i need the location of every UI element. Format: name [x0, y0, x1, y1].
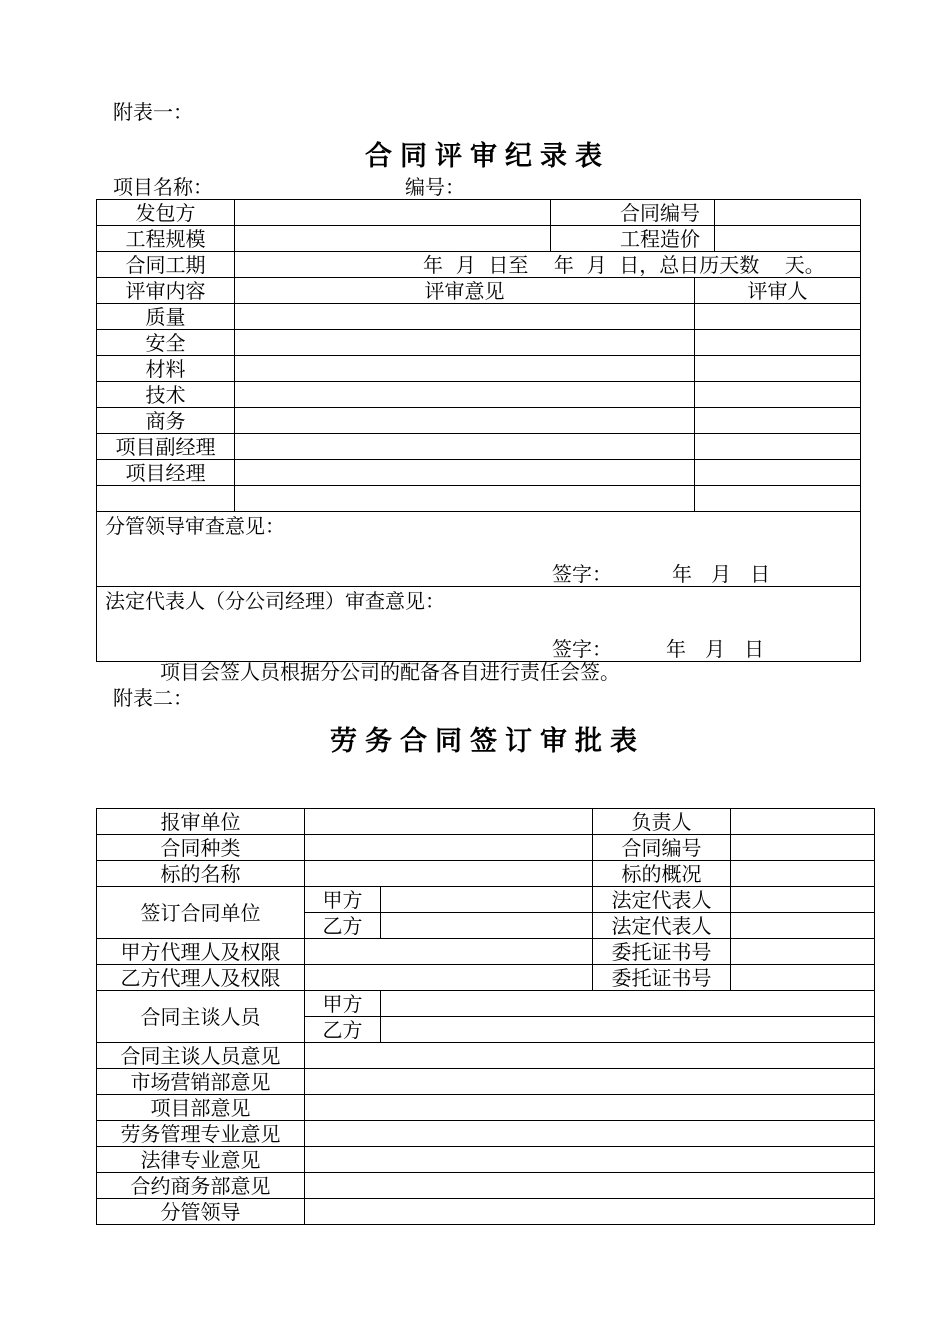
review-item: [97, 486, 235, 512]
review-item: 商务: [97, 408, 235, 434]
opinion-field[interactable]: [305, 1069, 875, 1095]
opinion-field[interactable]: [305, 1095, 875, 1121]
review-item: 项目经理: [97, 460, 235, 486]
agent-b-label: 乙方代理人及权限: [97, 965, 305, 991]
review-item: 技术: [97, 382, 235, 408]
employer-field[interactable]: [235, 200, 551, 226]
opinion-cell[interactable]: [235, 408, 695, 434]
principal-field[interactable]: [731, 809, 875, 835]
subject-overview-field[interactable]: [731, 861, 875, 887]
opinion-label: 市场营销部意见: [97, 1069, 305, 1095]
party-b-label: 乙方: [305, 913, 381, 939]
attachment-label-1: 附表一：: [113, 100, 193, 124]
reviewer-cell[interactable]: [695, 486, 861, 512]
labor-contract-table: [96, 808, 875, 1225]
form-title-2: 劳务合同签订审批表: [330, 726, 645, 757]
employer-label: 发包方: [97, 200, 235, 226]
date-label: 年 月 日: [666, 637, 765, 661]
period-field[interactable]: 年 月 日至 年 月 日，总日历天数 天。: [235, 252, 861, 278]
opinion-cell[interactable]: [235, 434, 695, 460]
number-label: 编号：: [405, 175, 465, 199]
leader-opinion-cell[interactable]: [97, 512, 861, 587]
agent-a-field[interactable]: [305, 939, 593, 965]
scale-field[interactable]: [235, 226, 551, 252]
sign-unit-label: 签订合同单位: [97, 887, 305, 939]
opinion-label: 法律专业意见: [97, 1147, 305, 1173]
reviewer-cell[interactable]: [695, 304, 861, 330]
legal-opinion-cell[interactable]: [97, 587, 861, 662]
opinion-field[interactable]: [305, 1043, 875, 1069]
agent-b-field[interactable]: [305, 965, 593, 991]
sign-note: 项目会签人员根据分公司的配备各自进行责任会签。: [160, 660, 620, 684]
subject-name-field[interactable]: [305, 861, 593, 887]
cert-no-label: 委托证书号: [593, 939, 731, 965]
reviewer-cell[interactable]: [695, 330, 861, 356]
opinion-field[interactable]: [305, 1147, 875, 1173]
opinion-label: 劳务管理专业意见: [97, 1121, 305, 1147]
contract-type-field[interactable]: [305, 835, 593, 861]
opinion-field[interactable]: [305, 1121, 875, 1147]
legal-rep-a-field[interactable]: [731, 887, 875, 913]
reviewer-cell[interactable]: [695, 382, 861, 408]
contract-no-label: 合同编号: [551, 200, 715, 226]
contract-no-field-2[interactable]: [731, 835, 875, 861]
neg-party-b-label: 乙方: [305, 1017, 381, 1043]
agent-a-label: 甲方代理人及权限: [97, 939, 305, 965]
cert-no-a-field[interactable]: [731, 939, 875, 965]
reviewer-header: 评审人: [695, 278, 861, 304]
contract-type-label: 合同种类: [97, 835, 305, 861]
opinion-field[interactable]: [305, 1173, 875, 1199]
opinion-cell[interactable]: [235, 356, 695, 382]
neg-party-b-field[interactable]: [381, 1017, 875, 1043]
cost-label: 工程造价: [551, 226, 715, 252]
review-opinion-header: 评审意见: [235, 278, 695, 304]
cert-no-b-field[interactable]: [731, 965, 875, 991]
reviewer-cell[interactable]: [695, 460, 861, 486]
principal-label: 负责人: [593, 809, 731, 835]
leader-opinion-label: 分管领导审查意见：: [105, 514, 285, 538]
contract-no-field[interactable]: [715, 200, 861, 226]
legal-rep-label: 法定代表人: [593, 887, 731, 913]
reviewer-cell[interactable]: [695, 356, 861, 382]
legal-opinion-label: 法定代表人（分公司经理）审查意见：: [105, 589, 445, 613]
sign-label: 签字：: [552, 637, 612, 661]
party-a-field[interactable]: [381, 887, 593, 913]
opinion-cell[interactable]: [235, 460, 695, 486]
opinion-cell[interactable]: [235, 486, 695, 512]
cost-field[interactable]: [715, 226, 861, 252]
opinion-label: 合约商务部意见: [97, 1173, 305, 1199]
neg-party-a-label: 甲方: [305, 991, 381, 1017]
review-item: 材料: [97, 356, 235, 382]
submit-unit-label: 报审单位: [97, 809, 305, 835]
contract-no-label-2: 合同编号: [593, 835, 731, 861]
opinion-cell[interactable]: [235, 382, 695, 408]
negotiators-label: 合同主谈人员: [97, 991, 305, 1043]
review-content-header: 评审内容: [97, 278, 235, 304]
reviewer-cell[interactable]: [695, 434, 861, 460]
opinion-label: 项目部意见: [97, 1095, 305, 1121]
attachment-label-2: 附表二：: [113, 686, 193, 710]
opinion-cell[interactable]: [235, 330, 695, 356]
cert-no-label: 委托证书号: [593, 965, 731, 991]
legal-rep-label: 法定代表人: [593, 913, 731, 939]
date-label: 年 月 日: [672, 562, 771, 586]
submit-unit-field[interactable]: [305, 809, 593, 835]
opinion-field[interactable]: [305, 1199, 875, 1225]
review-item: 安全: [97, 330, 235, 356]
scale-label: 工程规模: [97, 226, 235, 252]
sign-label: 签字：: [552, 562, 612, 586]
subject-name-label: 标的名称: [97, 861, 305, 887]
review-item: 质量: [97, 304, 235, 330]
review-item: 项目副经理: [97, 434, 235, 460]
party-a-label: 甲方: [305, 887, 381, 913]
form-title-1: 合同评审纪录表: [365, 141, 610, 172]
opinion-label: 合同主谈人员意见: [97, 1043, 305, 1069]
reviewer-cell[interactable]: [695, 408, 861, 434]
legal-rep-b-field[interactable]: [731, 913, 875, 939]
opinion-label: 分管领导: [97, 1199, 305, 1225]
opinion-cell[interactable]: [235, 304, 695, 330]
project-name-label: 项目名称：: [113, 175, 213, 199]
period-label: 合同工期: [97, 252, 235, 278]
neg-party-a-field[interactable]: [381, 991, 875, 1017]
subject-overview-label: 标的概况: [593, 861, 731, 887]
contract-review-table: [96, 199, 861, 662]
party-b-field[interactable]: [381, 913, 593, 939]
